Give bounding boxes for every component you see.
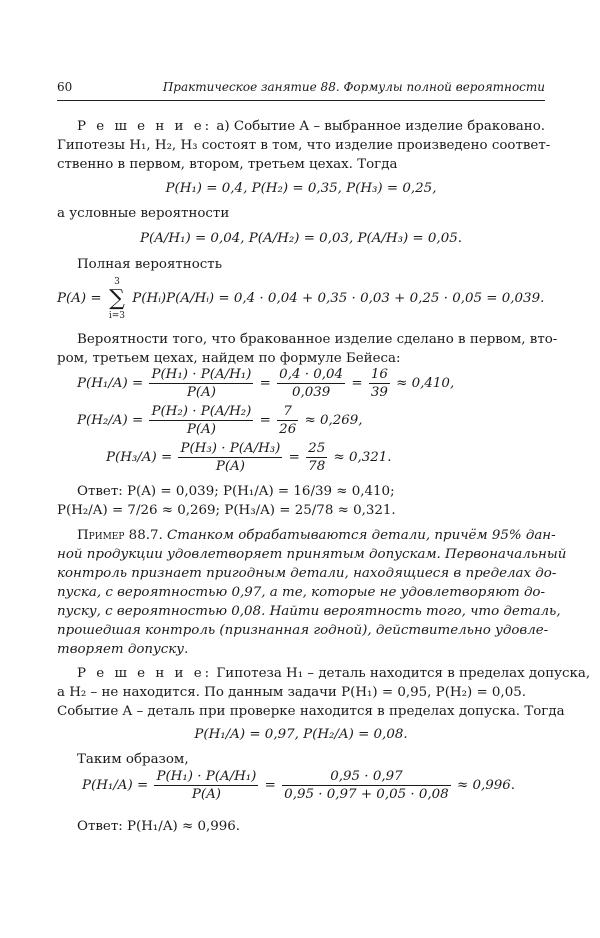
numerator: P(H₂) · P(A/H₂) [151,404,252,419]
example-line: пуску, с вероятностью 0,08. Найти вероятность того, что деталь, [57,604,561,619]
result: ≈ 0,410, [396,376,455,391]
formula-lhs: P(A) = [57,291,102,306]
solution-line-1 [77,117,545,136]
formula-priors: P(H₁) = 0,4, P(H₂) = 0,35, P(H₃) = 0,25, [165,181,437,196]
numerator: 16 [370,367,388,382]
denominator: P(A) [186,422,216,437]
equals: = [288,450,300,465]
formula-rhs: P(Hᵢ)P(A/Hᵢ) = 0,4 · 0,04 + 0,35 · 0,03 + 0,25 · 0,05 = 0,039. [132,291,545,306]
text-line: а H₂ – не находится. По данным задачи P(H₁) = 0,95, P(H₂) = 0,05. [57,685,526,700]
example-line: ной продукции удовлетворяет принятым допускам. Первоначальный [57,547,567,562]
running-title: Практическое занятие 88. Формулы полной вероятности [162,80,545,94]
bayes-lhs: P(H₁/A) = [82,778,149,793]
bayes-lhs: P(H₁/A) = [77,376,144,391]
result: ≈ 0,996. [456,778,516,793]
fraction [282,768,451,803]
solution-word: Р е ш е н и е: [77,119,213,134]
bayes-formula-final [82,768,545,810]
example-line: контроль признает пригодным детали, находящиеся в пределах до- [57,566,557,581]
numerator: P(H₁) · P(A/H₁) [151,367,252,382]
answer-final: Ответ: P(H₁/A) ≈ 0,996. [77,819,241,834]
fraction [149,403,253,438]
bayes-formula-3 [106,440,546,482]
fraction [277,366,345,401]
formula-conditionals-2: P(H₁/A) = 0,97, P(H₂/A) = 0,08. [194,727,408,742]
text-line: ром, третьем цехах, найдем по формуле Бейеса: [57,351,401,366]
answer-line-2: P(H₂/A) = 7/26 ≈ 0,269; P(H₃/A) = 25/78 ≈ 0,321. [57,503,396,518]
denominator: 0,95 · 0,97 + 0,05 · 0,08 [284,787,449,802]
equals: = [259,376,271,391]
page-number: 60 [57,80,73,94]
text-line: Гипотезы H₁, H₂, H₃ состоят в том, что изделие произведено соответ- [57,138,551,153]
bayes-lhs: P(H₂/A) = [77,413,144,428]
bayes-formula-2 [77,403,565,445]
numerator: 0,4 · 0,04 [279,367,344,382]
equals: = [264,778,276,793]
solution-text: а) Событие A – выбранное изделие браковано. [216,119,546,134]
denominator: 78 [308,459,326,474]
bayes-formula-1 [77,366,565,408]
text-line: Полная вероятность [77,257,222,272]
text-line: Событие A – деталь при проверке находится в пределах допуска. Тогда [57,704,565,719]
header-rule [57,100,545,101]
numerator: P(H₃) · P(A/H₃) [180,441,281,456]
numerator: 0,95 · 0,97 [282,768,451,786]
equals: = [259,413,271,428]
fraction [306,440,327,475]
sum-upper: 3 [114,276,120,287]
denominator: P(A) [215,459,245,474]
fraction [149,366,253,401]
solution-word: Р е ш е н и е: [77,666,213,681]
sigma-icon: ∑ [109,285,125,311]
denominator: 39 [370,385,388,400]
answer-line-1: Ответ: P(A) = 0,039; P(H₁/A) = 16/39 ≈ 0,410; [77,484,395,499]
fraction [277,403,298,438]
denominator: P(A) [186,385,216,400]
text-line: а условные вероятности [57,206,230,221]
numerator: P(H₁) · P(A/H₁) [156,769,257,784]
example-line: пуска, с вероятностью 0,97, а те, которые не удовлетворяют до- [57,585,546,600]
sum-lower: i=3 [108,310,126,321]
result: ≈ 0,321. [333,450,392,465]
equals: = [351,376,363,391]
solution-line-2 [77,664,591,683]
solution-text: Гипотеза H₁ – деталь находится в пределах допуска, [216,666,591,681]
sum-symbol [109,276,125,322]
page-header [57,80,545,98]
fraction [178,440,282,475]
result: ≈ 0,269, [304,413,363,428]
example-line: творяет допуску. [57,642,189,657]
text-line: Вероятности того, что бракованное изделие сделано в первом, вто- [77,332,558,347]
bayes-lhs: P(H₃/A) = [106,450,173,465]
denominator: P(A) [191,787,221,802]
fraction [154,768,258,803]
fraction [369,366,390,401]
formula-total-probability [57,274,545,324]
denominator: 26 [279,422,297,437]
example-label: Пример 88.7. [77,528,163,543]
numerator: 25 [308,441,326,456]
text-line: Таким образом, [77,752,189,767]
example-line: прошедшая контроль (признанная годной), действительно удовле- [57,623,549,638]
numerator: 7 [277,403,298,421]
formula-conditionals: P(A/H₁) = 0,04, P(A/H₂) = 0,03, P(A/H₃) = 0,05. [140,231,462,246]
text-line: ственно в первом, втором, третьем цехах. Тогда [57,157,398,172]
example-line-1 [77,526,556,545]
example-text: Станком обрабатываются детали, причём 95% дан- [167,528,556,543]
denominator: 0,039 [291,385,331,400]
